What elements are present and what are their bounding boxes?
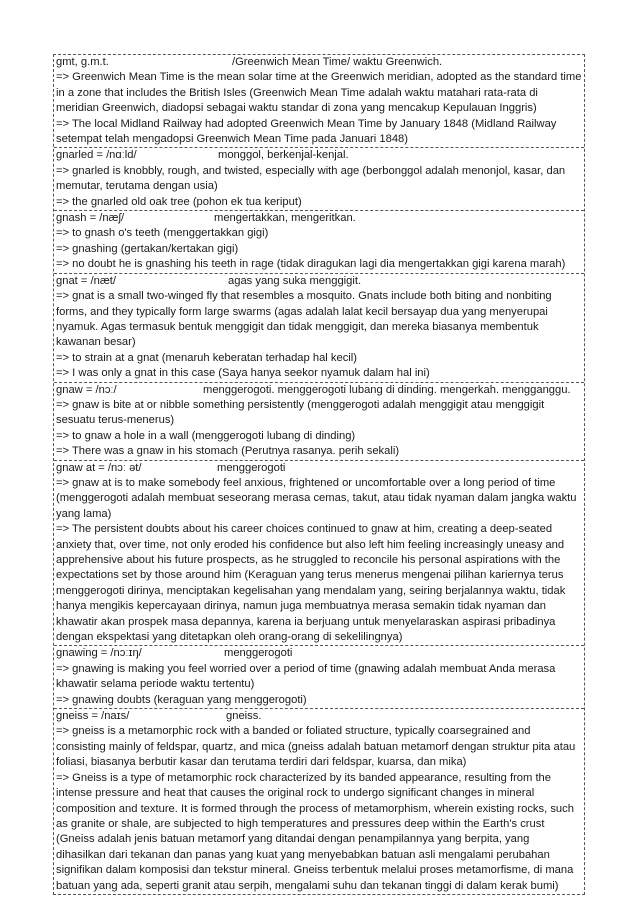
dictionary-entry <box>54 708 584 894</box>
entry-example-line: => gnat is a small two-winged fly that resembles a mosquito. Gnats include both biting and nonbiting forms, and they typically form large swarms (agas adalah lalat kecil bersayap dua yang menyerupai nyamuk. Agas termasuk bentuk menggigit dan tidak menggigit, dan mereka biasanya membentuk kawanan besar) <box>56 290 552 349</box>
entry-headline <box>56 274 582 289</box>
entry-translation: agas yang suka menggigit. <box>228 274 362 287</box>
entry-headline <box>56 383 582 398</box>
entry-translation: menggerogoti <box>224 647 293 660</box>
entry-example-line: => to gnash o's teeth (menggertakkan gigi) <box>56 227 269 240</box>
entry-translation: monggol, berkenjal-kenjal. <box>218 149 349 162</box>
entry-example-line: => Gneiss is a type of metamorphic rock characterized by its banded appearance, resulting from the intense pressure and heat that causes the original rock to undergo significant changes in mineral composition and texture. It is formed through the process of metamorphism, wherein existing rocks, such as granite or shale, are subjected to high temperatures and pressures deep within the Earth's crust (Gneiss adalah jenis batuan metamorf yang ditandai dengan penampilannya yang berpita, yang dihasilkan dari tekanan dan panas yang kuat yang menyebabkan batuan asli mengalami perubahan signifikan dalam komposisi dan tekstur mineral. Gneiss terbentuk melalui proses metamorfisme, di mana batuan yang ada, seperti granit atau serpih, mengalami suhu dan tekanan tinggi di dalam kerak bumi) <box>56 771 574 892</box>
entry-example-line: => The persistent doubts about his career choices continued to gnaw at him, creating a deep-seated anxiety that, over time, not only eroded his confidence but also left him feeling increasingly uneasy and apprehensive about his future prospects, as he struggled to reconcile his personal aspirations with the expectations set by those around him (Keraguan yang terus menerus mengenai pilihan kariernya terus menggerogoti dirinya, menciptakan kegelisahan yang mendalam yang, seiring berjalannya waktu, tidak hanya mengikis kepercayaan dirinya, namun juga membuatnya merasa semakin tidak nyaman dan khawatir akan prospek masa depannya, karena ia berjuang untuk menyelaraskan aspirasi pribadinya dengan ekspektasi yang ditetapkan oleh orang-orang di sekelilingnya) <box>56 523 566 644</box>
entry-headword: gnarled = /nɑːld/ <box>56 149 137 162</box>
entry-translation: mengertakkan, mengeritkan. <box>214 212 356 225</box>
entry-headword: gnaw at = /nɔː ət/ <box>56 461 142 474</box>
dictionary-entry <box>54 645 584 708</box>
entry-example-line: => the gnarled old oak tree (pohon ek tua keriput) <box>56 195 302 208</box>
entry-example-line: => Greenwich Mean Time is the mean solar time at the Greenwich meridian, adopted as the standard time in a zone that includes the British Isles (Greenwich Mean Time adalah waktu matahari rata-rata di meridian Greenwich, diadopsi sebagai waktu standar di zona yang mencakup Kepulauan Inggris) <box>56 71 582 115</box>
dictionary-entry <box>54 460 584 646</box>
entry-example-line: => gneiss is a metamorphic rock with a banded or foliated structure, typically coarsegrained and consisting mainly of feldspar, quartz, and mica (gneiss adalah batuan metamorf dengan struktur pita atau foliasi, biasanya berbutir kasar dan terutama terdiri dari feldspar, kuarsa, dan mika) <box>56 725 576 769</box>
entry-headword: gnaw = /nɔː/ <box>56 383 117 396</box>
dictionary-entry <box>54 210 584 273</box>
entry-headline <box>56 55 582 70</box>
entry-headline <box>56 646 582 661</box>
entry-example-line: => gnawing doubts (keraguan yang menggerogoti) <box>56 693 307 706</box>
entry-example-line: => to gnaw a hole in a wall (menggerogoti lubang di dinding) <box>56 429 356 442</box>
dictionary-entry <box>54 273 584 382</box>
entry-headline <box>56 709 582 724</box>
entry-example-line: => gnaw at is to make somebody feel anxious, frightened or uncomfortable over a long period of time (menggerogoti adalah membuat seseorang merasa cemas, takut, atau tidak nyaman dalam jangka waktu yang lama) <box>56 476 577 520</box>
entry-example-line: => to strain at a gnat (menaruh keberatan terhadap hal kecil) <box>56 351 358 364</box>
entry-example-line: => gnarled is knobbly, rough, and twisted, especially with age (berbonggol adalah menonjol, kasar, dan memutar, terutama dengan usia) <box>56 164 566 193</box>
entry-headword: gnawing = /nɔːɪŋ/ <box>56 647 142 660</box>
entry-headword: gneiss = /naɪs/ <box>56 710 130 723</box>
entry-example-line: => I was only a gnat in this case (Saya hanya seekor nyamuk dalam hal ini) <box>56 367 430 380</box>
dictionary-entry <box>54 147 584 210</box>
entry-translation: /Greenwich Mean Time/ waktu Greenwich. <box>232 56 443 68</box>
entry-example-line: => The local Midland Railway had adopted Greenwich Mean Time by January 1848 (Midland Railway setempat telah mengadopsi Greenwich Mean Time pada Januari 1848) <box>56 117 557 146</box>
entry-headline <box>56 461 582 476</box>
entry-headword: gnash = /næʃ/ <box>56 212 125 225</box>
entry-example-line: => gnaw is bite at or nibble something persistently (menggerogoti adalah menggigit atau menggigit sesuatu terus-menerus) <box>56 398 545 427</box>
dictionary-entry <box>54 55 584 147</box>
entry-headline <box>56 211 582 226</box>
entry-translation: menggerogoti <box>217 461 286 474</box>
entry-headword: gnat = /næt/ <box>56 274 117 287</box>
entry-example-line: => gnawing is making you feel worried over a period of time (gnawing adalah membuat Anda merasa khawatir selama periode waktu tertentu) <box>56 662 556 691</box>
entry-example-line: => There was a gnaw in his stomach (Perutnya rasanya. perih sekali) <box>56 445 400 458</box>
entry-translation: menggerogoti. menggerogoti lubang di dinding. mengerkah. mengganggu. <box>203 383 571 396</box>
entry-translation: gneiss. <box>226 710 262 723</box>
entry-headword: gmt, g.m.t. <box>56 56 109 68</box>
entry-headline <box>56 148 582 163</box>
dictionary-entry <box>54 382 584 460</box>
entry-example-line: => no doubt he is gnashing his teeth in rage (tidak diragukan lagi dia mengertakkan gigi karena marah) <box>56 258 566 271</box>
dictionary-page <box>53 54 585 895</box>
entry-example-line: => gnashing (gertakan/kertakan gigi) <box>56 242 239 255</box>
